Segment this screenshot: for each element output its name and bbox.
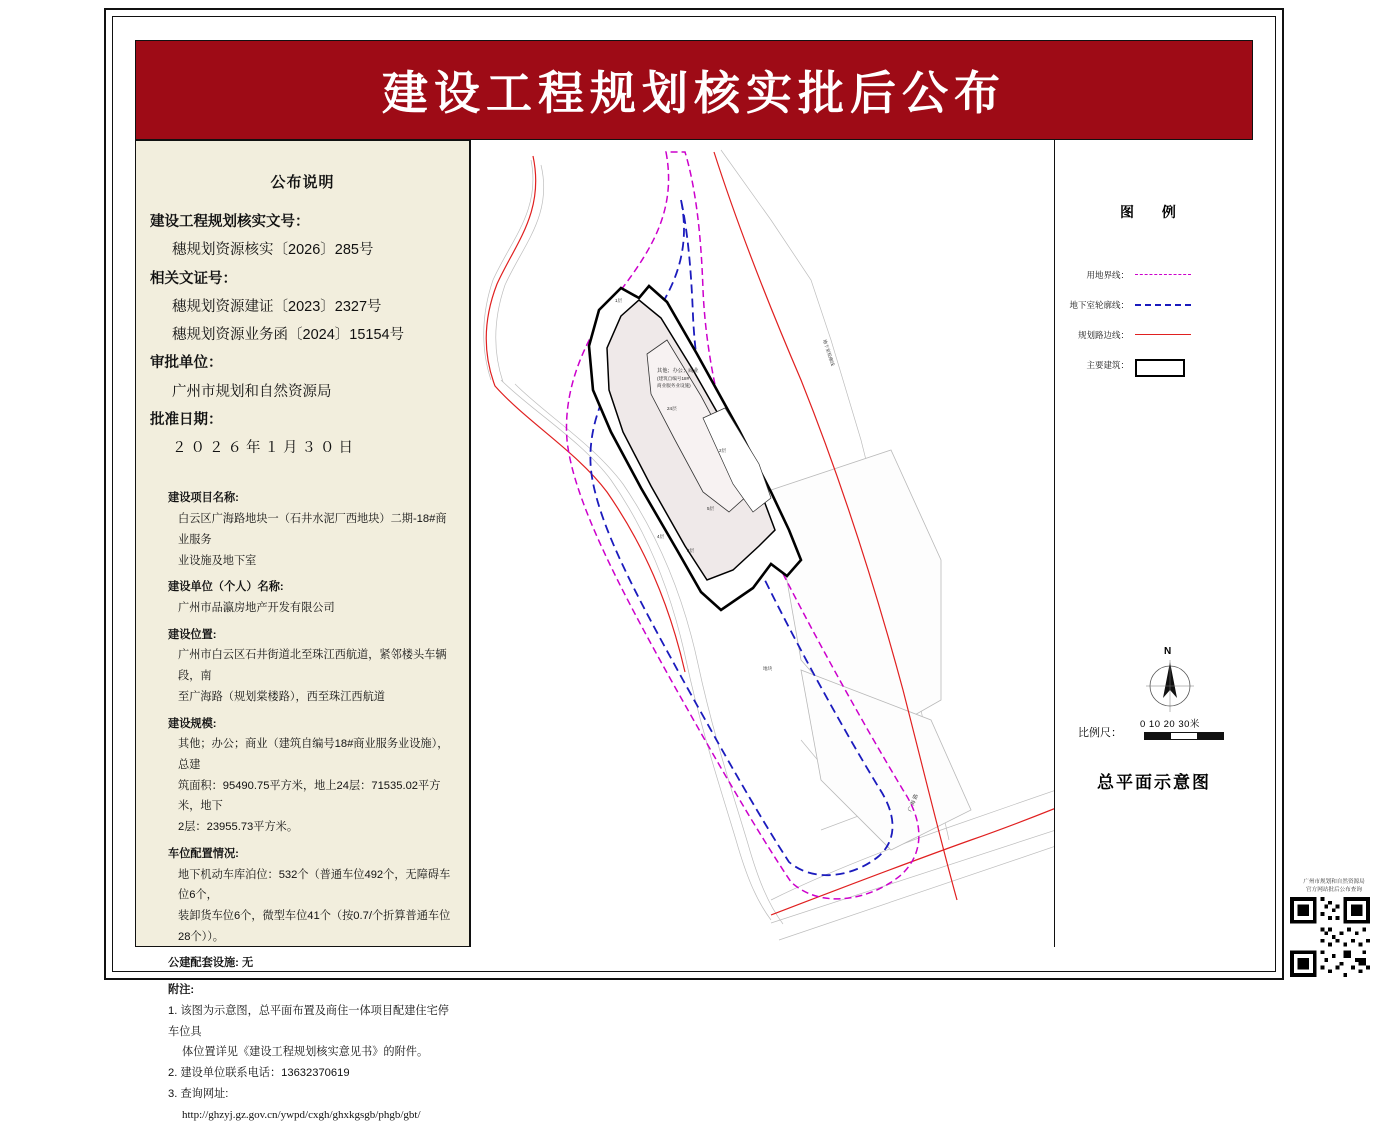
scale-line1: 其他；办公；商业（建筑自编号18#商业服务业设施），总建	[178, 738, 449, 772]
legend-title: 图 例	[1120, 204, 1188, 220]
floor-label-2b: 2层	[687, 548, 695, 553]
site-plan-map	[470, 140, 1055, 947]
parking-line1: 地下机动车库泊位：532个（普通车位492个，无障碍车位6个，	[178, 868, 451, 902]
qr-code-icon[interactable]	[1290, 897, 1370, 977]
legend-panel	[1055, 140, 1253, 947]
page-title: 建设工程规划核实批后公布	[382, 66, 1006, 120]
floor-label-2a: 2层	[719, 448, 727, 453]
related-doc-label: 相关文证号：	[150, 270, 237, 287]
map-caption: 总平面示意图	[1097, 773, 1211, 792]
related-doc-2: 穗规划资源业务函〔2024〕15154号	[172, 327, 405, 344]
build-unit-value: 广州市品瀛房地产开发有限公司	[178, 601, 335, 614]
floor-label-24: 24层	[667, 406, 677, 411]
info-detail-block	[136, 488, 469, 1124]
dashed-magenta-line-icon	[1135, 269, 1191, 281]
black-rectangle-icon	[1135, 359, 1191, 371]
building-label-main: 其他；办公；商业	[657, 368, 699, 374]
scale-label: 比例尺：	[1078, 727, 1122, 739]
qr-note	[1286, 878, 1382, 895]
floor-label-1: 1层	[615, 298, 623, 303]
location-line1: 广州市白云区石井街道北至珠江西航道，紧邻楼头车辆段，南	[178, 649, 447, 683]
legend-label-building: 主要建筑：	[1086, 360, 1129, 370]
legend-item-road	[1067, 320, 1253, 350]
doc-no-value: 穗规划资源核实〔2026〕285号	[172, 242, 374, 259]
north-arrow-icon	[1130, 648, 1210, 718]
info-primary-block	[136, 208, 469, 462]
floor-label-5: 5层	[707, 506, 715, 511]
project-name-line1: 白云区广海路地块一（石井水泥厂西地块）二期-18#商业服务	[178, 513, 447, 546]
parcel-label-inner: 地块	[763, 666, 773, 671]
location-label: 建设位置:	[168, 628, 217, 641]
scale-line2: 筑面积：95490.75平方米，地上24层：71535.02平方米，地下	[178, 779, 441, 813]
compass-north-label: N	[1164, 646, 1172, 657]
parking-label: 车位配置情况:	[168, 847, 239, 860]
legend-label-land-boundary: 用地界线：	[1086, 270, 1129, 280]
legend-item-land-boundary	[1067, 260, 1253, 290]
building-label-sub1: (建筑自编号18#	[657, 376, 690, 381]
scale-bar-graphic	[1144, 732, 1224, 740]
doc-no-label: 建设工程规划核实文号：	[150, 214, 310, 230]
legend-list	[1055, 260, 1253, 380]
note-2: 2. 建设单位联系电话：13632370619	[168, 1067, 350, 1080]
compass-rose	[1130, 648, 1210, 718]
project-name-line2: 业设施及地下室	[178, 554, 257, 567]
qr-note-line2: 官方网站批后公布查询	[1306, 887, 1362, 894]
location-line2: 至广海路（规划棠楼路），西至珠江西航道	[178, 690, 385, 703]
info-panel	[135, 140, 470, 1121]
solid-red-line-icon	[1135, 329, 1191, 341]
page-title-band	[135, 40, 1253, 140]
authority-label: 审批单位：	[150, 355, 223, 372]
floor-label-4: 4层	[657, 534, 665, 539]
approval-date-label: 批准日期：	[150, 411, 223, 428]
legend-label-underground: 地下室轮廓线：	[1069, 300, 1129, 310]
site-plan-svg	[471, 140, 1055, 947]
note-1-cont: 体位置详见《建设工程规划核实意见书》的附件。	[182, 1046, 429, 1059]
dashed-blue-line-icon	[1135, 299, 1191, 311]
qr-note-line1: 广州市规划和自然资源局	[1303, 879, 1365, 885]
underground-line-label: 地下室轮廓线	[822, 338, 836, 367]
scale-line3: 2层：23955.73平方米。	[178, 821, 299, 834]
note-1: 1. 该图为示意图，总平面布置及商住一体项目配建住宅停车位具	[168, 1004, 449, 1038]
info-heading: 公布说明	[270, 174, 335, 191]
scale-ticks: 0 10 20 30米	[1140, 719, 1200, 730]
authority-value: 广州市规划和自然资源局	[172, 383, 332, 400]
public-facility-label: 公建配套设施: 无	[168, 957, 254, 970]
project-name-label: 建设项目名称:	[168, 492, 239, 505]
legend-label-road: 规划路边线：	[1077, 330, 1129, 340]
notes-label: 附注:	[168, 984, 195, 997]
legend-item-underground	[1067, 290, 1253, 320]
related-doc-1: 穗规划资源建证〔2023〕2327号	[172, 298, 382, 315]
note-3-url[interactable]: http://ghzyj.gz.gov.cn/ywpd/cxgh/ghxkgsgb/phgb/gbt/	[182, 1108, 421, 1121]
building-label-sub2: 商业服务业设施)	[657, 383, 691, 388]
build-unit-label: 建设单位（个人）名称:	[168, 581, 284, 594]
road-name-label: 广 海 路	[907, 793, 920, 813]
note-3: 3. 查询网址:	[168, 1087, 229, 1100]
parking-line2: 装卸货车位6个，微型车位41个（按0.7/个折算普通车位28个））。	[178, 910, 451, 943]
approval-date-value: ２０２６年１月３０日	[172, 440, 357, 457]
legend-item-building	[1067, 350, 1253, 380]
scale-label: 建设规模:	[168, 717, 217, 730]
qr-code[interactable]	[1290, 897, 1370, 977]
